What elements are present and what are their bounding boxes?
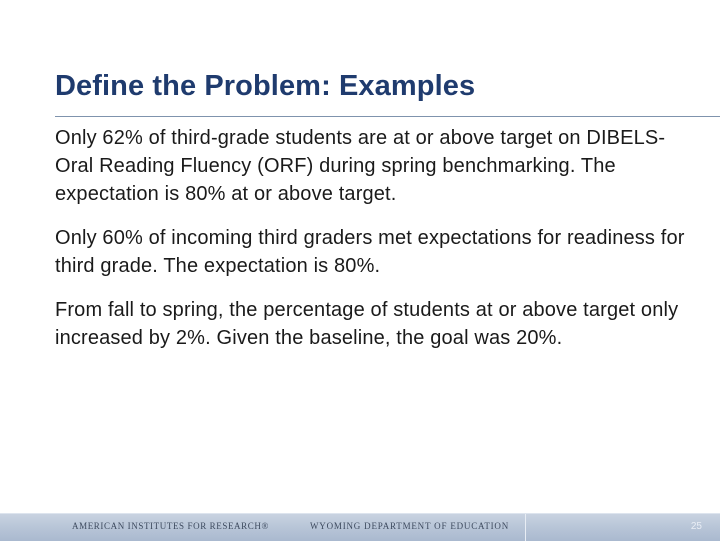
paragraph-2: Only 60% of incoming third graders met expectations for readiness for third grade. The expectation is 80%. [55,227,685,277]
paragraph-3: From fall to spring, the percentage of students at or above target only increased by 2%. Given the baseline, the goal was 20%. [55,299,679,349]
footer-org-air: AMERICAN INSTITUTES FOR RESEARCH® [72,521,269,531]
paragraph-1: Only 62% of third-grade students are at or above target on DIBELS-Oral Reading Fluency (ORF) during spring benchmarking. The expectation is 80% at or above target. [55,127,666,205]
footer-divider [525,514,526,541]
slide-number: 25 [690,521,702,532]
footer-org-wde: WYOMING DEPARTMENT OF EDUCATION [310,521,510,531]
slide-body [55,124,695,368]
title-divider [55,116,720,117]
slide-title: Define the Problem: Examples [55,70,476,102]
footer-bar [0,513,720,541]
